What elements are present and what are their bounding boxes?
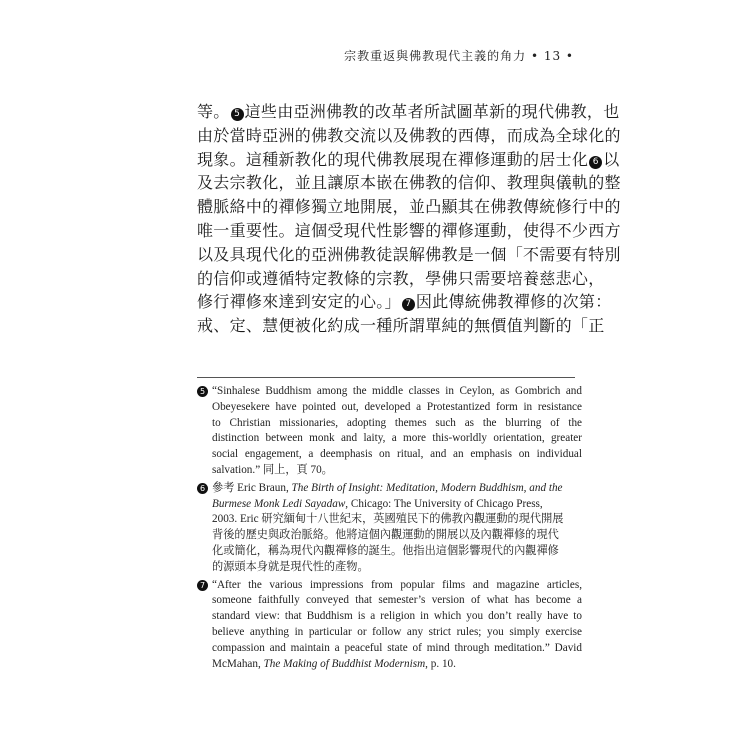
body-line: 修行禪修來達到安定的心。」 7 因此傳統佛教禪修的次第： [197,292,612,312]
footnote-divider [197,377,575,378]
book-title: The Birth of Insight: Meditation, Modern Buddhism, and the [291,481,563,494]
footnote-line: 背後的歷史與政治脈絡。他將這個內觀運動的開展以及內觀禪修的現代 [212,529,559,542]
body-line: 由於當時亞洲的佛教交流以及佛教的西傳，而成為全球化的 [197,125,621,145]
footnote-marker-6[interactable]: 6 [589,156,602,169]
footnote-line: to Christian missionaries, adopting themes such as the blurring of the [212,416,582,429]
footnote-line: believe anything in particular or follow any strict rules; you simply exercise [212,625,582,638]
book-title: The Making of Buddhist Modernism [263,657,426,670]
footnote-marker-7[interactable]: 7 [402,298,415,311]
running-title: 宗教重返與佛教現代主義的角力 [344,49,527,63]
body-line: 現象。這種新教化的現代佛教展現在禪修運動的居士化 6 以 [197,149,620,169]
body-line: 體脈絡中的禪修獨立地開展，並凸顯其在佛教傳統修行中的 [197,197,621,217]
body-line: 唯一重要性。這個受現代性影響的禪修運動，使得不少西方 [197,220,621,240]
footnote-7 [197,578,582,673]
body-line: 的信仰或遵循特定教條的宗教，學佛只需要培養慈悲心， [197,268,605,288]
page-number: • 13 • [530,49,574,63]
footnote-line: 2003. Eric 研究緬甸十八世紀末，英國殖民下的佛教內觀運動的現代開展 [212,513,564,526]
body-line: 及去宗教化，並且讓原本嵌在佛教的信仰、教理與儀軌的整 [197,173,621,193]
footnote-line: “Sinhalese Buddhism among the middle classes in Ceylon, as Gombrich and [212,385,582,397]
body-line: 戒、定、慧便被化約成一種所謂單純的無價值判斷的「正 [197,316,605,336]
footnote-line: standard view: that Buddhism is a religion in which you don’t really have to [212,610,582,623]
footnote-line: 化或簡化，稱為現代內觀禪修的誕生。他指出這個影響現代的內觀禪修 [212,544,559,557]
footnote-line: “After the various impressions from popular films and magazine articles, [212,578,582,591]
footnote-number-7: 7 [197,580,208,591]
footnotes [197,384,582,674]
footnote-line: 參考 Eric Braun, The Birth of Insight: Meditation, Modern Buddhism, and the [212,481,563,494]
footnote-line: someone faithfully conveyed that semester’s version of what has become a [212,594,582,607]
footnote-number-5: 5 [197,386,208,397]
footnote-line: 的源頭本身就是現代性的產物。 [212,560,369,573]
book-title: Burmese Monk Ledi Sayadaw [212,497,346,510]
footnote-line: McMahan, The Making of Buddhist Modernism, p. 10. [212,657,456,670]
body-line: 等。 5 這些由亞洲佛教的改革者所試圖革新的現代佛教，也 [197,102,620,121]
footnote-marker-5[interactable]: 5 [231,108,244,121]
footnote-line: salvation.” 同上，頁 70。 [212,463,333,476]
footnote-line: social engagement, a deemphasis on ritual, and an emphasis on individual [212,448,582,461]
main-paragraph [197,100,621,338]
footnote-line: compassion and maintain a peaceful state of mind through meditation.” David [212,641,582,654]
footnote-line: distinction between monk and laity, a more this-worldly orientation, greater [212,432,582,445]
footnote-6 [197,481,582,576]
footnote-number-6: 6 [197,483,208,494]
footnote-line: Obeyesekere have pointed out, developed a Protestantized form in resistance [212,400,582,413]
footnote-5 [197,384,582,479]
body-line: 以及具現代化的亞洲佛教徒誤解佛教是一個「不需要有特別 [197,244,621,264]
footnote-line: Burmese Monk Ledi Sayadaw, Chicago: The University of Chicago Press, [212,497,543,510]
running-header [344,47,574,64]
